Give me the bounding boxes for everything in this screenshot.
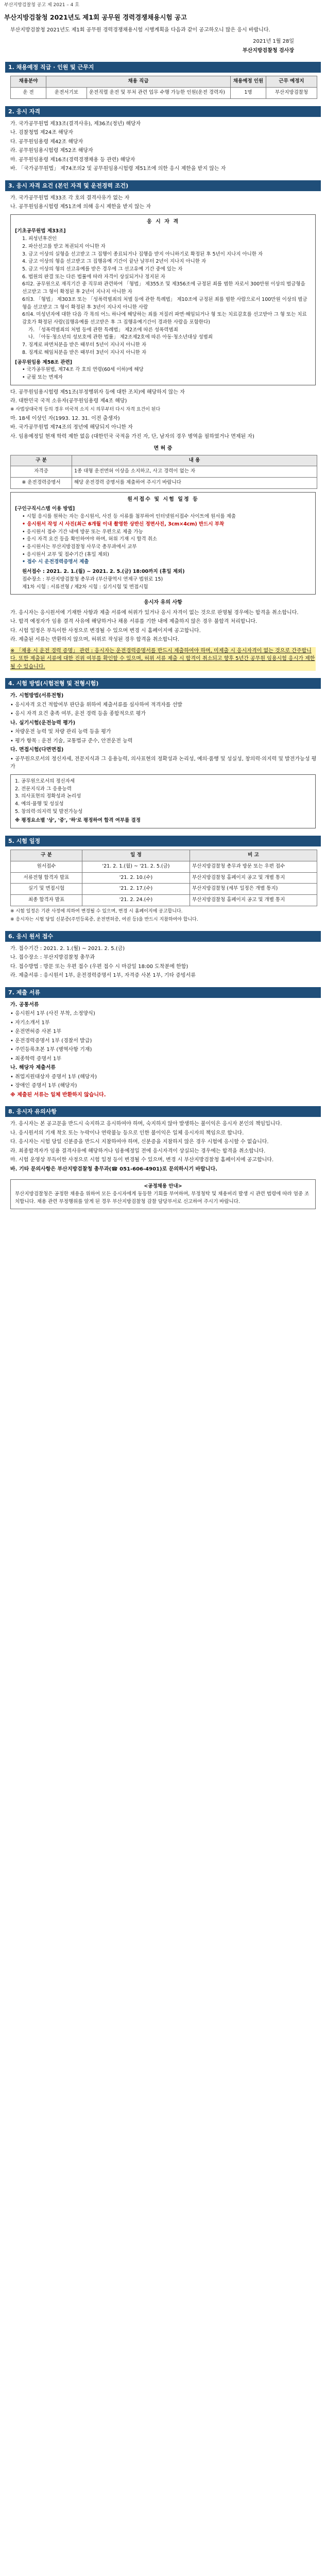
schedule-cell: 원서접수 bbox=[11, 861, 82, 872]
box-line: [기초공무원법 제33조] bbox=[15, 228, 66, 234]
list-item: 다. 면접시험(다면면접) bbox=[10, 747, 64, 753]
list-item: 마. 공무원임용령 제16조(경력경쟁채용 등 관련) 해당자 bbox=[10, 157, 135, 163]
box-line: 8. 징계로 해임처분을 받은 때부터 3년이 지나지 아니한 자 bbox=[22, 349, 147, 355]
document-title: 부산지방검찰청 2021년도 제1회 공무원 경력경쟁채용시험 공고 bbox=[4, 13, 187, 21]
eval-note: ※ 평정요소별 '상', '중', '하'로 평정하여 합격 여부를 결정 bbox=[15, 818, 141, 824]
list-item: 다. 공무원임용령 제42조 해당자 bbox=[10, 139, 83, 145]
list-item: 나. 검찰청법 제24조 해당자 bbox=[10, 130, 74, 136]
box-line: • 응시 자격 요건 등을 확인하여야 하며, 허위 기재 시 합격 취소 bbox=[22, 536, 158, 543]
schedule-note: ※ 시험 일정은 기관 사정에 의하여 변경될 수 있으며, 변경 시 홈페이지에 공고합니다. bbox=[10, 908, 183, 914]
table-row bbox=[11, 872, 317, 884]
list-item: • 운전경력증명서 1부 (경찰서 발급) bbox=[10, 1038, 92, 1044]
caution-paragraph: 다. 응시자는 시험 당일 신분증을 반드시 지참하여야 하며, 신분증을 지참하지 않은 경우 시험에 응시할 수 없습니다. bbox=[10, 1139, 269, 1145]
box-line: • 시험 응시를 원하는 자는 응시원서, 사진 등 서류를 첨부하여 인터넷원서접수 사이트에 원서를 제출 bbox=[22, 514, 236, 520]
list-item: 가. 공통서류 bbox=[10, 1002, 39, 1008]
list-item: • 응시자격 요건 적합여부 판단을 위하여 제출서류를 심사하여 적격자를 선발 bbox=[10, 702, 182, 708]
notice-page bbox=[0, 0, 326, 1216]
box-line: 가. 「성폭력범죄의 처벌 등에 관한 특례법」 제2조에 따른 성폭력범죄 bbox=[28, 327, 178, 333]
box-line: • 국가공무원법, 제74조 각 호의 연령(60세 이하)에 해당 bbox=[22, 367, 144, 373]
eval-line: 5. 창의력·의지력 및 발전가능성 bbox=[15, 808, 83, 815]
table-row bbox=[11, 861, 317, 872]
license-header: 내 용 bbox=[72, 455, 317, 466]
box-line: 6의3. 「형법」 제303조 또는 「성폭력범죄의 처벌 등에 관한 특례법」 제10조에 규정된 죄를 범한 사람으로서 100만원 이상의 벌금형을 선고받고 그 형이 확정된 후 3년이 지나지 아니한 사람 bbox=[22, 296, 307, 310]
box-line: • 군필 또는 면제자 bbox=[22, 375, 63, 381]
notice-paragraph: 라. 제출된 서류는 반환하지 않으며, 허위로 작성된 경우 합격을 취소합니다. bbox=[10, 637, 179, 643]
exam-stages: 제1차 시험 : 서류전형 / 제2차 시험 : 실기시험 및 면접시험 bbox=[22, 584, 148, 590]
schedule-cell: 최종 합격자 발표 bbox=[11, 895, 82, 906]
requirement-list bbox=[10, 194, 317, 211]
box-line: 4. 금고 이상의 형을 선고받고 그 집행유예 기간이 끝난 날부터 2년이 지나지 아니한 자 bbox=[22, 259, 207, 265]
section-4-title: 4. 시험 방법(시험전형 및 전형시험) bbox=[5, 678, 321, 689]
eval-line: 1. 공무원으로서의 정신자세 bbox=[15, 778, 75, 784]
list-item: 바. 「국가공무원법」 제74조의2 및 공무원임용시험령 제51조에 의한 응시 제한을 받지 않는 자 bbox=[10, 166, 226, 172]
section-2-title: 2. 응시 자격 bbox=[5, 106, 321, 117]
fair-hiring-title: <공정채용 안내> bbox=[144, 1183, 182, 1190]
box-line: 1. 피성년후견인 bbox=[22, 236, 57, 242]
exam-method-list bbox=[10, 692, 317, 771]
notice-date: 2021년 1월 28일 bbox=[253, 39, 294, 45]
documents-list bbox=[10, 1001, 317, 1099]
requirement-list-extra bbox=[10, 388, 317, 440]
list-item: 라. 대한민국 국적 소유자(공무원임용령 제4조 해당) bbox=[10, 398, 127, 404]
caution-paragraph: 바. 기타 문의사항은 부산지방검찰청 총무과(☎ 051-606-4901)로 문의하시기 바랍니다. bbox=[10, 1166, 217, 1172]
license-cell: ※ 운전경력증명서 bbox=[11, 478, 72, 489]
recruit-header-place: 근무 예정지 bbox=[266, 76, 317, 88]
apply-place: 접수장소 : 부산지방검찰청 총무과 (부산광역시 연제구 법원로 15) bbox=[22, 576, 163, 582]
eval-line: 3. 의사표현의 정확성과 논리성 bbox=[15, 793, 81, 800]
list-item: 라. 공무원임용시험령 제52조 해당자 bbox=[10, 148, 93, 154]
apply-procedure-title: 원서접수 및 시험 일정 등 bbox=[127, 496, 199, 502]
box-line: 5. 금고 이상의 형의 선고유예를 받은 경우에 그 선고유예 기간 중에 있는 자 bbox=[22, 266, 183, 272]
table-row bbox=[11, 895, 317, 906]
list-item: 나. 접수장소 : 부산지방검찰청 총무과 bbox=[10, 955, 95, 961]
list-item: 다. 공무원임용시험령 제51조(부정행위자 등에 대한 조치)에 해당하지 않는 자 bbox=[10, 389, 185, 395]
list-item: 나. 공무원임용시험령 제51조에 의해 응시 제한을 받지 않는 자 bbox=[10, 204, 151, 210]
box-line: [공무원임용 제58조 관련] bbox=[15, 359, 73, 365]
notice-paragraph: 다. 시험 일정은 부득이한 사정으로 변경될 수 있으며 변경 시 홈페이지에 공고합니다. bbox=[10, 628, 201, 634]
list-item: • 응시 자격 요건 충족 여부, 운전 경력 등을 종합적으로 평가 bbox=[10, 711, 146, 717]
eval-line: 4. 예의·품행 및 성실성 bbox=[15, 801, 64, 807]
schedule-cell: 부산지방검찰청 (세부 일정은 개별 통지) bbox=[190, 884, 317, 895]
section-7-title: 7. 제출 서류 bbox=[5, 987, 321, 998]
box-line: • 응시원서 교부 및 접수기간 (휴일 제외) bbox=[22, 551, 109, 557]
caution-paragraph: 가. 응시자는 본 공고문을 반드시 숙지하고 응시하여야 하며, 숙지하지 않아 발생하는 불이익은 응시자 본인의 책임입니다. bbox=[10, 1121, 282, 1127]
caution-paragraph: 마. 시험 운영상 부득이한 사정으로 시험 일정 등이 변경될 수 있으며, 변경 시 부산지방검찰청 홈페이지에 공고합니다. bbox=[10, 1157, 274, 1163]
license-table bbox=[10, 455, 317, 489]
schedule-cell: '21. 2. 17.(수) bbox=[82, 884, 190, 895]
list-item: 다. 접수방법 : 방문 또는 우편 접수 (우편 접수 시 마감일 18:00 도착분에 한함) bbox=[10, 963, 188, 970]
schedule-cell: 부산지방검찰청 홈페이지 공고 및 개별 통지 bbox=[190, 895, 317, 906]
qualification-list bbox=[10, 120, 317, 173]
list-item: 라. 제출서류 : 응시원서 1부, 운전경력증명서 1부, 자격증 사본 1부, 기타 증빙서류 bbox=[10, 973, 196, 979]
list-item: • 취업지원대상자 증명서 1부 (해당자) bbox=[10, 1074, 97, 1080]
schedule-cell: '21. 2. 10.(수) bbox=[82, 872, 190, 884]
recruit-grade: 운전서기보 bbox=[46, 88, 87, 99]
license-header: 구 분 bbox=[11, 455, 72, 466]
list-item: 가. 국가공무원법 제33조(결격사유), 제36조(정년) 해당자 bbox=[10, 121, 141, 127]
schedule-note: ※ 응시자는 시험 당일 신분증(주민등록증, 운전면허증, 여권 등)을 반드시 지참하여야 합니다. bbox=[10, 917, 198, 922]
list-item: 바. 국가공무원법 제74조의 정년에 해당되지 아니한 자 bbox=[10, 425, 133, 431]
fair-hiring-text: 부산지방검찰청은 공정한 채용을 위하여 모든 응시자에게 동등한 기회를 부여하며, 부정청탁 및 채용비리 발생 시 관련 법령에 따라 엄중 조치합니다. 채용 관련 부정행위를 알게 된 경우 부산지방검찰청 감찰 담당부서로 신고하여 주시기 바랍니다. bbox=[15, 1191, 310, 1205]
box-line: 6. 법원의 판결 또는 다른 법률에 따라 자격이 상실되거나 정지된 자 bbox=[22, 274, 165, 280]
apply-procedure-box bbox=[10, 492, 316, 595]
issuing-organization: 부산지방검찰청 검사장 bbox=[242, 47, 294, 54]
box-line: 나. 「아동·청소년의 성보호에 관한 법률」 제2조제2호에 따른 아동·청소년대상 성범죄 bbox=[28, 334, 213, 341]
apply-period: 원서접수 : 2021. 2. 1.(월) ~ 2021. 2. 5.(금) 18:00까지 (휴일 제외) bbox=[22, 569, 185, 575]
list-item: • 공무원으로서의 정신자세, 전문지식과 그 응용능력, 의사표현의 정확성과 논리성, 예의·품행 및 성실성, 창의력·의지력 및 발전가능성 평가 bbox=[10, 756, 317, 770]
schedule-table bbox=[10, 850, 317, 906]
disqualification-box-title: 응 시 자 격 bbox=[146, 218, 180, 225]
notice-highlight: ※ 「채용 시 운전 경력 증명」 관련 : 응시자는 운전경력증명서를 반드시 제출하여야 하며, 미제출 시 응시자격이 없는 것으로 간주합니다. 또한 제출된 서류에 대한 진위 여부를 확인할 수 있으며, 허위 서류 제출 시 합격이 취소되고 향후 5년간 공무원 임용시험 응시가 제한될 수 있습니다. bbox=[10, 647, 316, 671]
recruit-field: 운 전 bbox=[11, 88, 46, 99]
section-8-title: 8. 응시자 유의사항 bbox=[5, 1106, 321, 1117]
list-item: 나. 해당자 제출서류 bbox=[10, 1065, 56, 1071]
box-line: 6의4. 미성년자에 대한 다음 각 목의 어느 하나에 해당하는 죄를 저질러 파면·해임되거나 형 또는 치료감호를 선고받아 그 형 또는 치료감호가 확정된 사람(집행유예를 선고받은 후 그 집행유예기간이 경과한 사람을 포함한다) bbox=[22, 312, 307, 326]
table-row bbox=[11, 884, 317, 895]
box-line: • 응시원서 접수 기간 내에 방문 또는 우편으로 제출 가능 bbox=[22, 529, 143, 535]
list-item: 가. 시험방법(서류전형) bbox=[10, 693, 64, 699]
schedule-cell: 서류전형 합격자 발표 bbox=[11, 872, 82, 884]
license-cell: 1종 대형 운전면허 이상을 소지하고, 사고 경력이 없는 자 bbox=[72, 466, 317, 478]
list-item: • 장애인 증명서 1부 (해당자) bbox=[10, 1083, 77, 1089]
section-1-title: 1. 채용예정 직급 · 인원 및 근무지 bbox=[5, 62, 321, 73]
list-item: ※ 제출된 서류는 일체 반환하지 않습니다. bbox=[10, 1092, 106, 1098]
disqualification-box bbox=[10, 214, 316, 385]
notice-paragraph: 나. 합격 예정자가 임용 결격 사유에 해당하거나 채용 서류를 기한 내에 제출하지 않은 경우 불합격 처리합니다. bbox=[10, 619, 258, 625]
box-line: • 접수 시 운전경력증명서 제출 bbox=[22, 559, 89, 565]
list-item: 가. 접수기간 : 2021. 2. 1.(월) ~ 2021. 2. 5.(금) bbox=[10, 945, 125, 952]
section-3-title: 3. 응시 자격 요건 (본인 자격 및 운전경력 조건) bbox=[5, 180, 321, 191]
intro-paragraph: 부산지방검찰청 2021년도 제1회 공무원 경력경쟁채용시험 시행계획을 다음과 같이 공고하오니 많은 응시 바랍니다. bbox=[10, 27, 270, 33]
list-item: 사. 임용예정일 현재 학력 제한 없음 (대한민국 국적을 가진 자, 단, 남자의 경우 병역을 필하였거나 면제된 자) bbox=[10, 433, 254, 439]
fair-hiring-box bbox=[10, 1179, 316, 1209]
section-6-title: 6. 응시 원서 접수 bbox=[5, 931, 321, 942]
caution-paragraph: 라. 최종합격자가 임용 결격사유에 해당하거나 임용예정일 전에 응시자격이 상실되는 경우에는 합격을 취소합니다. bbox=[10, 1148, 266, 1154]
license-cell: 해당 운전경력 증명서를 제출하여 주시기 바랍니다 bbox=[72, 478, 317, 489]
list-item: • 주민등록초본 1부 (병역사항 기재) bbox=[10, 1047, 92, 1053]
schedule-cell: 실기 및 면접시험 bbox=[11, 884, 82, 895]
caution-paragraph: 나. 응시원서의 기재 착오 또는 누락이나 연락불능 등으로 인한 불이익은 일체 응시자의 책임으로 합니다. bbox=[10, 1130, 244, 1136]
recruit-header-field: 채용분야 bbox=[11, 76, 46, 88]
notice-number: 부산지방검찰청 공고 제 2021 – 4 호 bbox=[4, 3, 79, 8]
schedule-header: 일 정 bbox=[82, 850, 190, 861]
applicant-notice-title: 응시자 유의 사항 bbox=[144, 600, 182, 606]
schedule-cell: 부산지방검찰청 총무과 방문 또는 우편 접수 bbox=[190, 861, 317, 872]
recruit-header-count: 채용예정 인원 bbox=[231, 76, 266, 88]
box-line: • 응시원서는 부산지방검찰청 사무국 총무과에서 교부 bbox=[22, 544, 137, 550]
box-line: 3. 금고 이상의 실형을 선고받고 그 집행이 종료되거나 집행을 받지 아니하기로 확정된 후 5년이 지나지 아니한 자 bbox=[22, 251, 263, 257]
list-item: • 차량운전 능력 및 차량 관리 능력 등을 평가 bbox=[10, 729, 111, 735]
box-line: [구인구직시스템 이용 방법] bbox=[15, 506, 75, 512]
schedule-header: 구 분 bbox=[11, 850, 82, 861]
list-item: 가. 국가공무원법 제33조 각 호의 결격사유가 없는 자 bbox=[10, 195, 130, 201]
list-item: 나. 실기시험(운전능력 평가) bbox=[10, 720, 76, 726]
schedule-cell: '21. 2. 24.(수) bbox=[82, 895, 190, 906]
list-item: • 자기소개서 1부 bbox=[10, 1020, 50, 1026]
list-item: ※ 사법상대국적 등의 경우 미국적 소지 시 의무부터 다시 자격 요건이 된다 bbox=[10, 406, 161, 412]
recruit-count: 1명 bbox=[231, 88, 266, 99]
evaluation-box bbox=[10, 774, 316, 828]
schedule-cell: '21. 2. 1.(월) ~ '21. 2. 5.(금) bbox=[82, 861, 190, 872]
recruit-place: 부산지방검찰청 bbox=[266, 88, 317, 99]
license-cell: 자격증 bbox=[11, 466, 72, 478]
notice-paragraph: 가. 응시자는 응시원서에 기재한 사항과 제출 서류에 허위가 있거나 응시 자격이 없는 것으로 판명될 경우에는 합격을 취소합니다. bbox=[10, 609, 299, 616]
box-line: 2. 파산선고를 받고 복권되지 아니한 자 bbox=[22, 243, 106, 249]
list-item: • 평가 항목 : 운전 기술, 교통법규 준수, 안전운전 능력 bbox=[10, 738, 133, 744]
list-item: • 운전면허증 사본 1부 bbox=[10, 1029, 62, 1035]
box-line: 7. 징계로 파면처분을 받은 때부터 5년이 지나지 아니한 자 bbox=[22, 342, 147, 348]
recruit-header-grade: 채용 직급 bbox=[46, 76, 231, 88]
license-title: 면 허 증 bbox=[153, 446, 173, 452]
list-item: • 최종학력 증명서 1부 bbox=[10, 1056, 62, 1062]
box-line: • 응시원서 작성 시 사진(최근 6개월 이내 촬영한 상반신 정면사진, 3cm×4cm) 반드시 부착 bbox=[22, 521, 225, 527]
list-item: • 응시원서 1부 (사진 부착, 소정양식) bbox=[10, 1011, 95, 1017]
box-line: 6의2. 공무원으로 재직기간 중 직무와 관련하여 「형법」 제355조 및 제356조에 규정된 죄를 범한 자로서 300만원 이상의 벌금형을 선고받고 그 형이 확정된 후 2년이 지나지 아니한 자 bbox=[22, 281, 305, 295]
schedule-header: 비 고 bbox=[190, 850, 317, 861]
recruit-detail: 운전직렬 운전 및 부처 관련 업무 수행 가능한 인원(운전 경력자) bbox=[87, 88, 231, 99]
recruit-table bbox=[10, 76, 317, 98]
application-list bbox=[10, 945, 317, 980]
eval-line: 2. 전문지식과 그 응용능력 bbox=[15, 786, 72, 792]
list-item: 마. 18세 이상인 자(1993. 12. 31. 이전 출생자) bbox=[10, 415, 120, 421]
schedule-cell: 부산지방검찰청 홈페이지 공고 및 개별 통지 bbox=[190, 872, 317, 884]
section-5-title: 5. 시험 일정 bbox=[5, 836, 321, 846]
